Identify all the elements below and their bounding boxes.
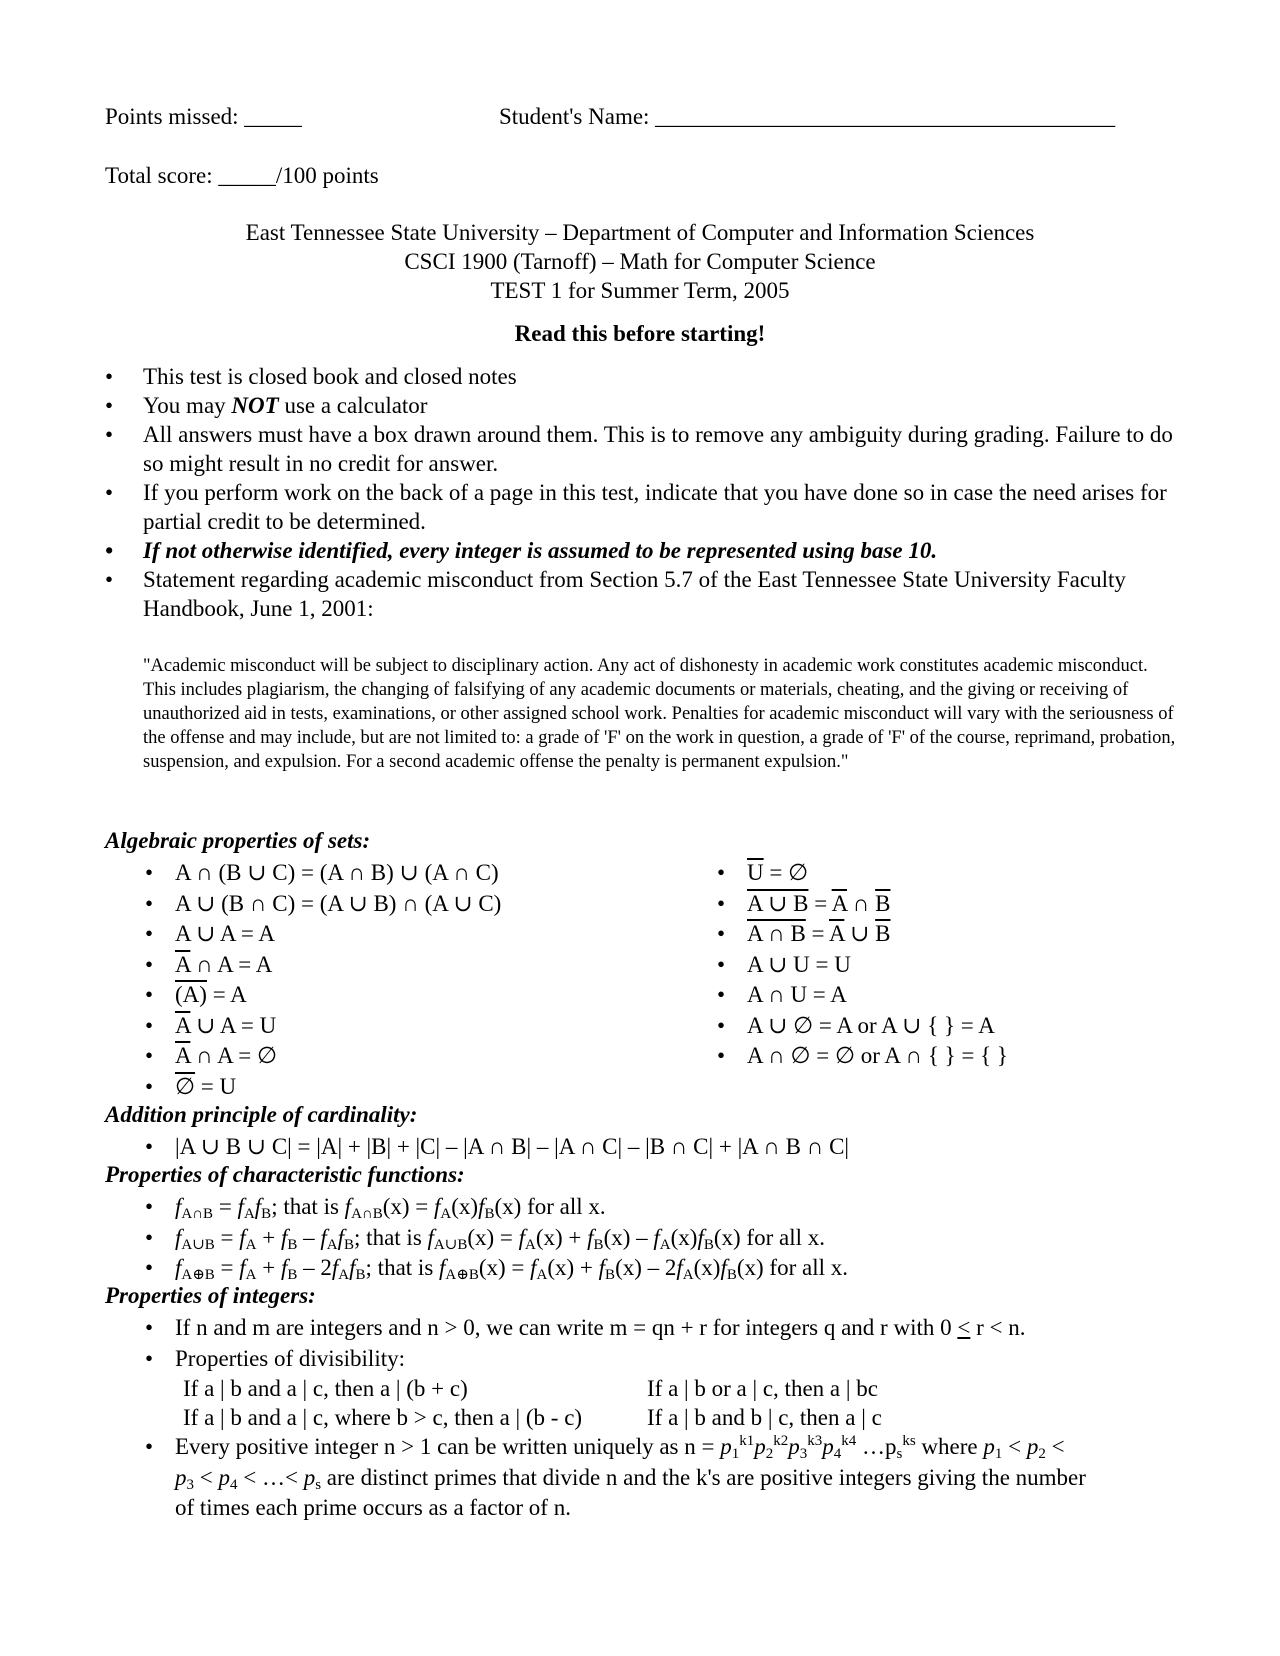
set-demorgan-2: • A ∩ $B = \overline{A}$ ∪ $\overline{B}$ bbox=[717, 919, 1008, 950]
set-union-empty: • A ∪ ∅ = A or A ∪ { } = A bbox=[717, 1011, 1008, 1042]
divisibility-item: • Properties of divisibility: If a | b and a | c, then a | (b + c) If a | b or a | c, then a | bc If a | b and a | c, where b > c, then a | (b - c) If a | b and b | c, then a | c bbox=[145, 1344, 1185, 1433]
set-idempotent-union: • A ∪ A = A bbox=[145, 919, 501, 950]
charfunc-union: • $f_{A\cup B} = f_A + f_B - f_Af_B$; that is $f_{A\cup B}(x) = f_A(x) + f_B(x) - f_A(x)f_B(x)$ for all x. bbox=[145, 1223, 848, 1254]
charfunc-list bbox=[145, 1192, 848, 1284]
university-line: East Tennessee State University – Department of Computer and Information Sciences bbox=[245, 220, 1035, 245]
points-missed-field: Points missed: _____ bbox=[105, 104, 302, 129]
total-score-field: Total score: _____/100 points bbox=[105, 163, 379, 188]
set-intersection-empty: • A ∩ ∅ = ∅ or A ∩ { } = { } bbox=[717, 1041, 1008, 1072]
sets-right-list bbox=[717, 858, 1008, 1072]
set-union-universe: • A ∪ U = U bbox=[717, 950, 1008, 981]
prime-factorization: • Every positive integer n > 1 can be written uniquely as $n = p_1^{k1}p_2^{k2}p_3^{k3}p_4^{k4}$ $\dots p_s^{ks}$ where $p_1 < p_2$ < $p_3 < p_4$ < …< $p_s$ are distinct primes that divide n and the k's are positive integers giving the number of times each prime occurs as a factor of n. bbox=[145, 1432, 1185, 1524]
set-complement-intersection: • $\overline{A}$ ∩ A = ∅ bbox=[145, 1041, 501, 1072]
sets-left-list bbox=[145, 858, 501, 1102]
set-complement-union: • $\overline{A}$ ∪ A = U bbox=[145, 1011, 501, 1042]
cardinality-formula: • |A ∪ B ∪ C| = |A| + |B| + |C| – |A ∩ B| – |A ∩ C| – |B ∩ C| + |A ∩ B ∩ C| bbox=[145, 1132, 849, 1163]
student-name-field: Student's Name: ________________________________________ bbox=[499, 104, 1116, 129]
charfunc-intersection: • $f_{A\cap B} = f_Af_B$; that is $f_{A\cap B}(x) = f_A(x)f_B(x)$ for all x. bbox=[145, 1192, 848, 1223]
rule-closed-book: • This test is closed book and closed notes bbox=[105, 362, 1185, 391]
set-demorgan-1: • A ∪ $B = \overline{A}$ ∩ $\overline{B}$ bbox=[717, 889, 1008, 920]
integers-list bbox=[145, 1313, 1185, 1524]
charfunc-xor: • $f_{A\oplus B} = f_A + f_B - 2f_Af_B$; that is $f_{A\oplus B}(x) = f_A(x) + f_B(x) - 2f_A(x)f_B(x)$ for all x. bbox=[145, 1253, 848, 1284]
set-distributive-1: • A ∩ (B ∪ C) = (A ∩ B) ∪ (A ∩ C) bbox=[145, 858, 501, 889]
set-empty-complement: • ∅ = U bbox=[145, 1072, 501, 1103]
rule-calculator: • You may NOT use a calculator bbox=[105, 391, 1185, 420]
set-distributive-2: • A ∪ (B ∩ C) = (A ∪ B) ∩ (A ∪ C) bbox=[145, 889, 501, 920]
sets-heading: Algebraic properties of sets: bbox=[105, 828, 371, 853]
set-idempotent-intersection: • $\overline{A}$ ∩ A = A bbox=[145, 950, 501, 981]
read-this-heading: Read this before starting! bbox=[514, 321, 766, 346]
rule-box-answers: • All answers must have a box drawn around them. This is to remove any ambiguity during grading. Failure to do so might result in no credit for answer. bbox=[105, 420, 1185, 478]
test-line: TEST 1 for Summer Term, 2005 bbox=[490, 278, 790, 303]
division-algorithm: • If n and m are integers and n > 0, we can write m = qn + r for integers q and r with 0 < r < n. bbox=[145, 1313, 1185, 1344]
set-universe-complement: • $\overline{U}$ = ∅ bbox=[717, 858, 1008, 889]
rule-base-10: • If not otherwise identified, every integer is assumed to be represented using base 10. bbox=[105, 536, 1185, 565]
integers-heading: Properties of integers: bbox=[105, 1283, 316, 1308]
divisibility-row-1: If a | b and a | c, then a | (b + c) If a | b or a | c, then a | bc bbox=[183, 1376, 878, 1401]
misconduct-quote: "Academic misconduct will be subject to disciplinary action. Any act of dishonesty in academic work constitutes academic misconduct. This includes plagiarism, the changing of falsifying of any academic documents or materials, cheating, and the giving or receiving of unauthorized aid in tests, examinations, or other assigned school work. Penalties for academic misconduct will vary with the seriousness of the offense and may include, but are not limited to: a grade of 'F' on the work in question, a grade of 'F' of the course, reprimand, probation, suspension, and expulsion. For a second academic offense the penalty is permanent expulsion." bbox=[143, 656, 1176, 772]
instructions-list bbox=[105, 362, 1185, 623]
set-intersection-universe: • A ∩ U = A bbox=[717, 980, 1008, 1011]
course-line: CSCI 1900 (Tarnoff) – Math for Computer Science bbox=[404, 249, 876, 274]
cardinality-heading: Addition principle of cardinality: bbox=[105, 1102, 418, 1127]
divisibility-row-2: If a | b and a | c, where b > c, then a | (b - c) If a | b and b | c, then a | c bbox=[183, 1405, 882, 1430]
charfunc-heading: Properties of characteristic functions: bbox=[105, 1162, 465, 1187]
rule-misconduct: • Statement regarding academic misconduct from Section 5.7 of the East Tennessee State University Faculty Handbook, June 1, 2001: bbox=[105, 565, 1185, 623]
cardinality-list bbox=[145, 1132, 849, 1163]
rule-back-of-page: • If you perform work on the back of a page in this test, indicate that you have done so in case the need arises for partial credit to be determined. bbox=[105, 478, 1185, 536]
set-double-complement: • (A) = A bbox=[145, 980, 501, 1011]
